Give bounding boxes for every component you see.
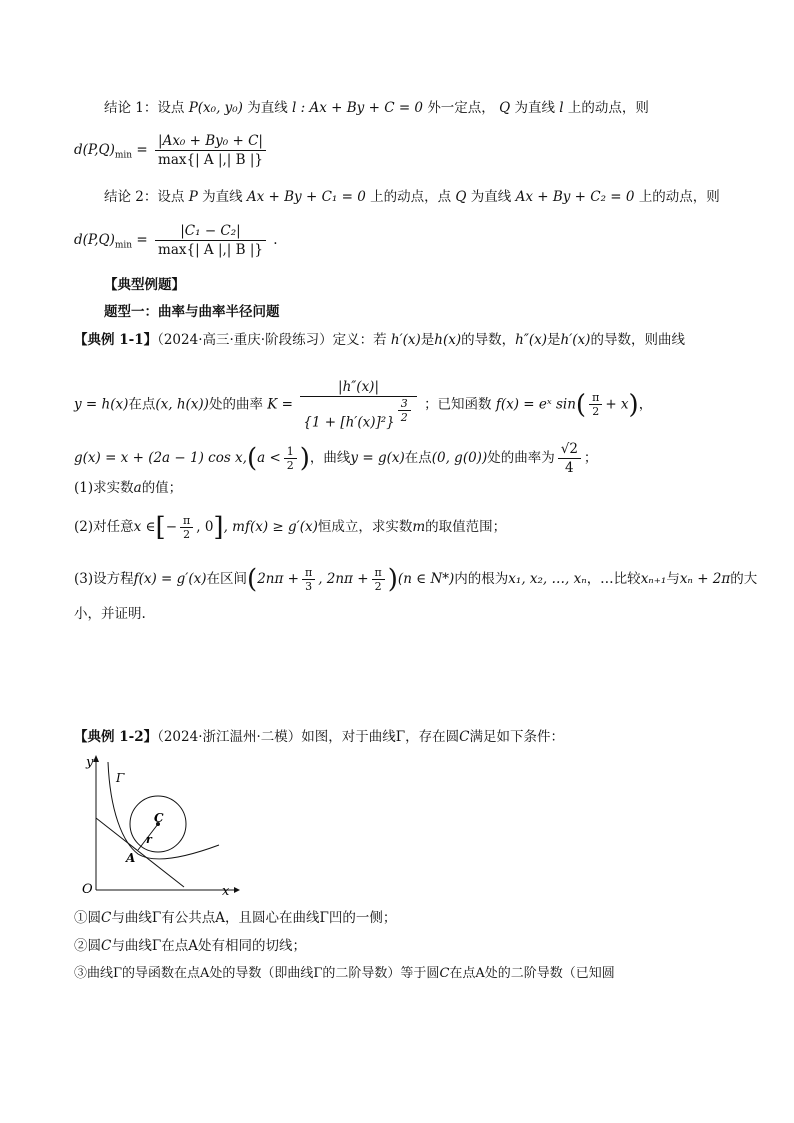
- conclusion1-line1: 结论 1：设点 P(x₀, y₀) 为直线 l : Ax + By + C = 0 外一定点， Q 为直线 l 上的动点，则: [104, 100, 649, 116]
- gamma-label: Γ: [116, 771, 125, 785]
- x-label: x: [222, 884, 230, 899]
- line-l: l : Ax + By + C = 0: [292, 100, 424, 116]
- ex1-line2: y = h(x)在点(x, h(x))处的曲率 K = |h″(x)| {1 + [h′(x)]²} $\frac{3}{2}$ ；已知函数 f(x) = eˣ sin( $\frac{\pi}{2}$ + x)，: [74, 379, 653, 431]
- ex2-cond1: ①圆C与曲线Γ有公共点A，且圆心在曲线Γ凹的一侧；: [74, 910, 397, 926]
- ex1-tag: 【典例 1-1】: [74, 332, 158, 348]
- section-title: 【典型例题】: [104, 277, 185, 293]
- curve-figure: [74, 750, 244, 900]
- y-label: y: [86, 755, 94, 770]
- type1-title: 题型一：曲率与曲率半径问题: [104, 304, 280, 320]
- conclusion2-fraction: $\frac{\text{|C₁ − C₂|}}{\max\{| A |,| B |\}}$: [155, 222, 266, 259]
- tangent-line: [96, 818, 184, 887]
- y-axis-arrow-icon: [93, 755, 99, 762]
- ex2-cond2: ②圆C与曲线Γ在点A处有相同的切线；: [74, 938, 306, 954]
- ex1-q1: (1)求实数a的值；: [74, 480, 183, 496]
- ex2-line1: 【典例 1-2】（2024·浙江温州·二模）如图，对于曲线Γ，存在圆C满足如下条件：: [74, 729, 564, 745]
- conclusion2-formula: $d(P,Q)_{min}$ = $\frac{\text{|C₁ − C₂|}}{\max\{| A |,| B |\}}$ .: [74, 223, 278, 258]
- origin-label: O: [82, 882, 93, 897]
- ex1-q3-cont: 小，并证明.: [74, 606, 146, 622]
- curvature-fraction: |h″(x)| {1 + [h′(x)]²} $\frac{3}{2}$: [300, 378, 417, 432]
- ex2-tag: 【典例 1-2】: [74, 729, 158, 745]
- a-label: A: [126, 851, 136, 865]
- ex1-line1: 【典例 1-1】（2024·高三·重庆·阶段练习）定义：若 h′(x)是h(x)的导数，h″(x)是h′(x)的导数，则曲线: [74, 332, 685, 348]
- r-label: r: [146, 833, 152, 846]
- ex1-q3: (3)设方程f(x) = g′(x)在区间(2nπ + $\frac{\pi}{3}$ , 2nπ + $\frac{\pi}{2}$ )(n ∈ N*)内的根为x₁, x₂, …, xₙ，…比较xₙ₊₁与xₙ + 2π的大: [74, 564, 758, 595]
- ex1-line3: g(x) = x + (2a − 1) cos x,(a < $\frac{1}{2}$ )，曲线y = g(x)在点(0, g(0))处的曲率为 $\frac{√2}{4}$ ；: [74, 441, 598, 476]
- point-p: P(x₀, y₀): [188, 100, 243, 116]
- c-label: C: [154, 811, 164, 825]
- conclusion1-formula: $d(P,Q)_{min}$ = $\frac{\text{|Ax₀ + By₀ + C|}}{\max\{| A |,| B |\}}$: [74, 132, 269, 169]
- ex1-q2: (2)对任意x ∈[− $\frac{\pi}{2}$ , 0], mf(x) ≥ g′(x)恒成立，求实数m的取值范围；: [74, 512, 507, 543]
- conclusion1-fraction: $\frac{\text{|Ax₀ + By₀ + C|}}{\max\{| A |,| B |\}}$: [155, 132, 266, 169]
- x-axis-arrow-icon: [234, 887, 240, 893]
- ex2-cond3: ③曲线Γ的导函数在点A处的导数（即曲线Γ的二阶导数）等于圆C在点A处的二阶导数（已知圆: [74, 966, 615, 981]
- conclusion2-line1: 结论 2：设点 P 为直线 Ax + By + C₁ = 0 上的动点，点 Q 为直线 Ax + By + C₂ = 0 上的动点，则: [104, 189, 720, 205]
